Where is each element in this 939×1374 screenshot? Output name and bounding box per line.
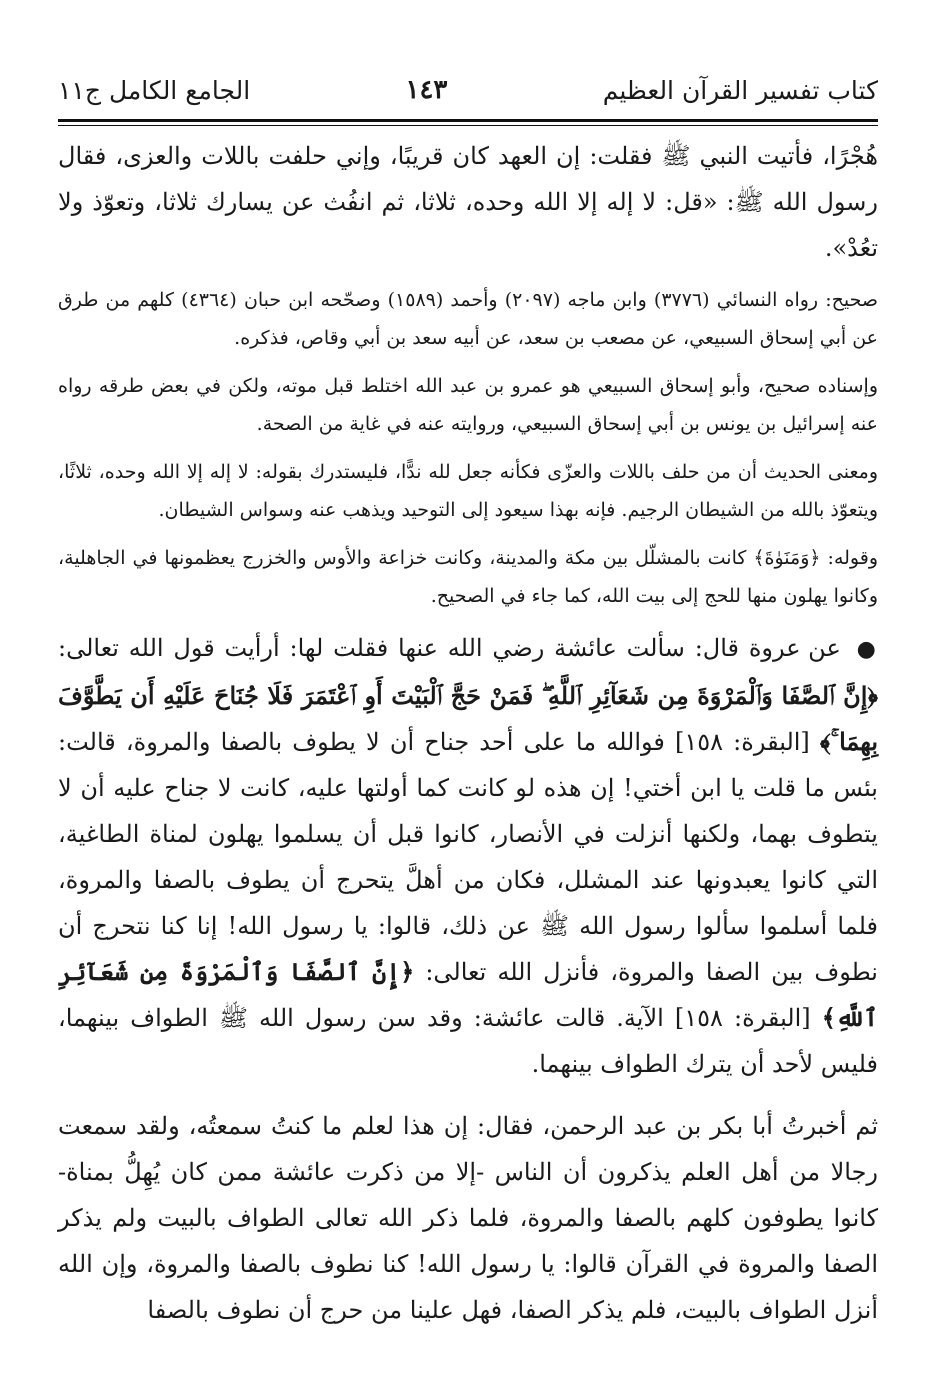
quran-verse-2: ﴿إِنَّ ٱلصَّفَا وَٱلْمَرْوَةَ مِن شَعَآئِرِ ٱللَّهِ﴾ [58, 957, 878, 1032]
hadith-continuation: هُجْرًا، فأتيت النبي ﷺ فقلت: إن العهد كان قريبًا، وإني حلفت باللات والعزى، فقال رسول الله ﷺ: «قل: لا إله إلا الله وحده، ثلاثا، ثم انفُث عن يسارك ثلاثا، وتعوّذ ولا تعُدْ». [58, 142, 878, 262]
header-rule-thin [58, 125, 878, 126]
page-body [58, 133, 878, 1333]
takhrij-note: صحيح: رواه النسائي (٣٧٧٦) وابن ماجه (٢٠٩٧) وأحمد (١٥٨٩) وصحّحه ابن حبان (٤٣٦٤) كلهم من طرق عن أبي إسحاق السبيعي، عن مصعب بن سعد، عن أبيه سعد بن أبي وقاص، فذكره. [58, 289, 879, 349]
hadith-aisha [58, 625, 878, 1087]
hadith-intro: عن عروة قال: سألت عائشة رضي الله عنها فقلت لها: أرأيت قول الله تعالى: [58, 634, 841, 662]
header-book-title: كتاب تفسير القرآن العظيم [602, 75, 878, 105]
hadith-body: [البقرة: ١٥٨] فوالله ما على أحد جناح أن لا يطوف بالصفا والمروة، قالت: بئس ما قلت يا ابن أختي! إن هذه لو كانت كما أولتها عليه، كانت لا جناح عليه أن لا يتطوف بهما، ولكنها أنزلت في الأنصار، كانوا قبل أن يسلموا يهلون لمناة الطاغية، التي كانوا يعبدونها عند المشلل، فكان من أهلَّ يتحرج أن يطوف بالصفا والمروة، فلما أسلموا سألوا رسول الله ﷺ عن ذلك، قالوا: يا رسول الله! إنا كنا نتحرج أن نطوف بين الصفا والمروة، فأنزل الله تعالى: [58, 728, 878, 986]
meaning-note: ومعنى الحديث أن من حلف باللات والعزّى فكأنه جعل لله ندًّا، فليستدرك بقوله: لا إله إلا الله وحده، ثلاثًا، ويتعوّذ بالله من الشيطان الرجيم. فإنه بهذا سيعود إلى التوحيد ويذهب عنه وسواس الشيطان. [58, 461, 878, 521]
page-number: ١٤٣ [405, 75, 448, 105]
quran-verse: ﴿إِنَّ ٱلصَّفَا وَٱلْمَرْوَةَ مِن شَعَآئِرِ ٱللَّهِ ۖ فَمَنْ حَجَّ ٱلْبَيْتَ أَوِ ٱعْتَمَرَ فَلَا جُنَاحَ عَلَيْهِ أَن يَطَّوَّفَ بِهِمَا ۚ﴾ [58, 681, 878, 756]
header-volume-title: الجامع الكامل ج١١ [58, 75, 251, 105]
closing-paragraph: ثم أخبرتُ أبا بكر بن عبد الرحمن، فقال: إن هذا لعلم ما كنتُ سمعتُه، ولقد سمعت رجالا من أهل العلم يذكرون أن الناس -إلا من ذكرت عائشة ممن كان يُهِلُّ بمناة- كانوا يطوفون كلهم بالصفا والمروة، فلما ذكر الله تعالى الطواف بالبيت ولم يذكر الصفا والمروة في القرآن قالوا: يا رسول الله! كنا نطوف بالصفا والمروة، وإن الله أنزل الطواف بالبيت، فلم يذكر الصفا، فهل علينا من حرج أن نطوف بالصفا [58, 1112, 878, 1324]
hadith-ending: [البقرة: ١٥٨] الآية. قالت عائشة: وقد سن رسول الله ﷺ الطواف بينهما، فليس لأحد أن يترك الطواف بينهما. [58, 1004, 878, 1078]
manat-note: وقوله: ﴿وَمَنَوٰةَ﴾ كانت بالمشلّل بين مكة والمدينة، وكانت خزاعة والأوس والخزرج يعظمونها في الجاهلية، وكانوا يهلون منها للحج إلى بيت الله، كما جاء في الصحيح. [58, 547, 878, 607]
page-header [58, 70, 878, 110]
isnad-note: وإسناده صحيح، وأبو إسحاق السبيعي هو عمرو بن عبد الله اختلط قبل موته، ولكن في بعض طرقه رواه عنه إسرائيل بن يونس بن أبي إسحاق السبيعي، وروايته عنه في غاية من الصحة. [58, 375, 878, 435]
bullet-icon: ● [856, 637, 878, 662]
header-rule-thick [58, 119, 878, 122]
